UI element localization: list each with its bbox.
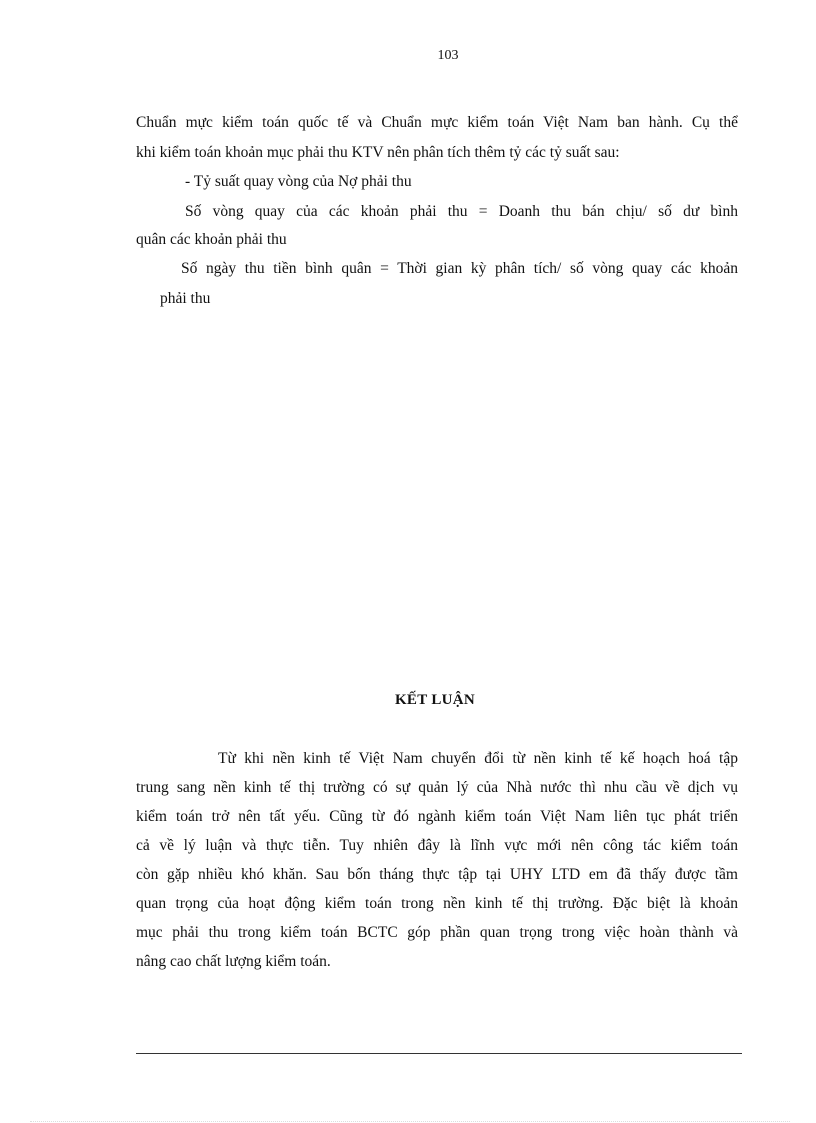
body-line-4: Số vòng quay của các khoản phải thu = Doanh thu bán chịu/ số dư bình [185, 203, 738, 220]
body-line-3: - Tỷ suất quay vòng của Nợ phải thu [185, 173, 412, 190]
page-bottom-border [30, 1121, 790, 1122]
body-line-1: Chuẩn mực kiểm toán quốc tế và Chuẩn mực kiểm toán Việt Nam ban hành. Cụ thể [136, 114, 738, 131]
conclusion-line-3: kiểm toán trở nên tất yếu. Cũng từ đó ngành kiểm toán Việt Nam liên tục phát triển [136, 808, 738, 825]
body-line-5: quân các khoản phải thu [136, 231, 287, 248]
conclusion-line-5: còn gặp nhiều khó khăn. Sau bốn tháng thực tập tại UHY LTD em đã thấy được tầm [136, 866, 738, 883]
conclusion-line-7: mục phải thu trong kiểm toán BCTC góp phần quan trọng trong việc hoàn thành và [136, 924, 738, 941]
body-line-2: khi kiểm toán khoản mục phải thu KTV nên phân tích thêm tỷ các tỷ suất sau: [136, 144, 620, 161]
page-number: 103 [437, 48, 459, 63]
body-line-6: Số ngày thu tiền bình quân = Thời gian kỳ phân tích/ số vòng quay các khoản [181, 260, 738, 277]
conclusion-line-6: quan trọng của hoạt động kiểm toán trong nền kinh tế thị trường. Đặc biệt là khoản [136, 895, 738, 912]
body-line-7: phải thu [160, 290, 211, 307]
conclusion-line-8: nâng cao chất lượng kiểm toán. [136, 953, 331, 970]
conclusion-line-1: Từ khi nền kinh tế Việt Nam chuyển đổi từ nền kinh tế kế hoạch hoá tập [218, 750, 738, 767]
conclusion-line-4: cả về lý luận và thực tiễn. Tuy nhiên đây là lĩnh vực mới nên công tác kiểm toán [136, 837, 738, 854]
footer-rule [136, 1053, 742, 1054]
conclusion-heading: KẾT LUẬN [394, 692, 476, 708]
conclusion-line-2: trung sang nền kinh tế thị trường có sự quản lý của Nhà nước thì nhu cầu về dịch vụ [136, 779, 738, 796]
